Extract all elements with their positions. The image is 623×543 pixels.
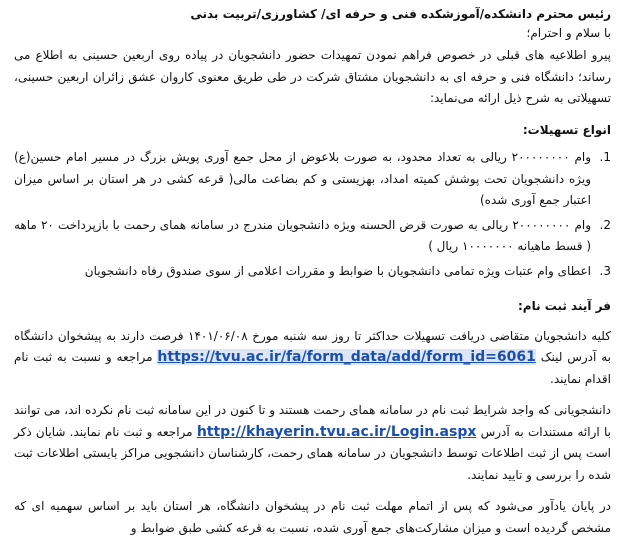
registration-paragraph-3: در پایان یادآور می‌شود که پس از اتمام مهلت ثبت نام در پیشخوان دانشگاه، هر استان باید بر اساس سهمیه ای که مشخص گردیده است و میزان مشارکت‌های جمع آوری شده، نسبت به قرعه کشی طبق ضوابط و [14, 499, 611, 535]
item-number: 1. [599, 150, 611, 164]
registration-paragraph-1 [14, 326, 611, 391]
item-number: 2. [599, 217, 611, 232]
facility-item [14, 215, 611, 258]
item-text: وام ۲۰۰۰۰۰۰۰۰ ریالی به صورت قرض الحسنه ویژه دانشجویان مندرج در سامانه همای رحمت با بازپرداخت ۲۰ ماهه ( قسط ماهیانه ۱۰۰۰۰۰۰۰ ریال ) [14, 217, 591, 253]
p1-text-before: کلیه دانشجویان متقاضی دریافت تسهیلات حداکثر تا روز سه شنبه مورخ ۱۴۰۱/۰۶/۰۸ فرصت دارند به پیشخوان دانشگاه به آدرس لینک [14, 328, 611, 364]
registration-heading: فر آیند ثبت نام: [517, 299, 611, 313]
item-text: اعطای وام عتبات ویژه تمامی دانشجویان با ضوابط و مقررات اعلامی از سوی صندوق رفاه دانشجویان [84, 263, 591, 278]
khayerin-login-link[interactable]: http://khayerin.tvu.ac.ir/Login.aspx [196, 423, 477, 440]
item-number: 3. [599, 263, 611, 278]
facilities-heading: انواع تسهیلات: [522, 122, 611, 137]
facility-item [14, 147, 611, 212]
facilities-list [14, 147, 611, 282]
greeting: با سلام و احترام؛ [526, 26, 611, 40]
registration-form-link[interactable]: https://tvu.ac.ir/fa/form_data/add/form_id=6061 [157, 349, 536, 365]
p1-text-after: مراجعه و نسبت به ثبت نام اقدام نمایند. [14, 350, 611, 386]
p2-text-before: دانشجویانی که واجد شرایط ثبت نام در سامانه همای رحمت هستند و تا کنون در این سامانه ثبت نام نکرده اند، می توانند با ارائه مستندات به آدرس [14, 403, 611, 439]
registration-paragraph-2 [14, 400, 611, 486]
facility-item [14, 261, 611, 283]
letter-title: رئیس محترم دانشکده/آموزشکده فنی و حرفه ای/ کشاورزی/تربیت بدنی [190, 7, 611, 21]
intro-paragraph: پیرو اطلاعیه های قبلی در خصوص فراهم نمودن تمهیدات حضور دانشجویان در پیاده روی اربعین حسینی به اطلاع می رساند؛ دانشگاه فنی و حرفه ای به دانشجویان مشتاق شرکت در طی طریق معنوی کاروان عشق زائران اربعین حسینی، تسهیلاتی به شرح ذیل ارائه می‌نماید: [14, 48, 611, 105]
item-text: وام ۲۰۰۰۰۰۰۰۰ ریالی به تعداد محدود، به صورت بلاعوض از محل جمع آوری پویش بزرگ در مسیر امام حسین(ع) ویژه دانشجویان تحت پوشش کمیته امداد، بهزیستی و کم بضاعت مالی( قرعه کشی در هر استان بر اساس میزان اعتبار جمع آوری شده) [14, 150, 591, 207]
p2-text-after: مراجعه و ثبت نام نمایند. شایان ذکر است پس از ثبت اطلاعات توسط دانشجویان در سامانه همای رحمت، کارشناسان دانشجویی مراکز بایستی اطلاعات ثبت شده را بررسی و تایید نمایند. [14, 424, 611, 482]
